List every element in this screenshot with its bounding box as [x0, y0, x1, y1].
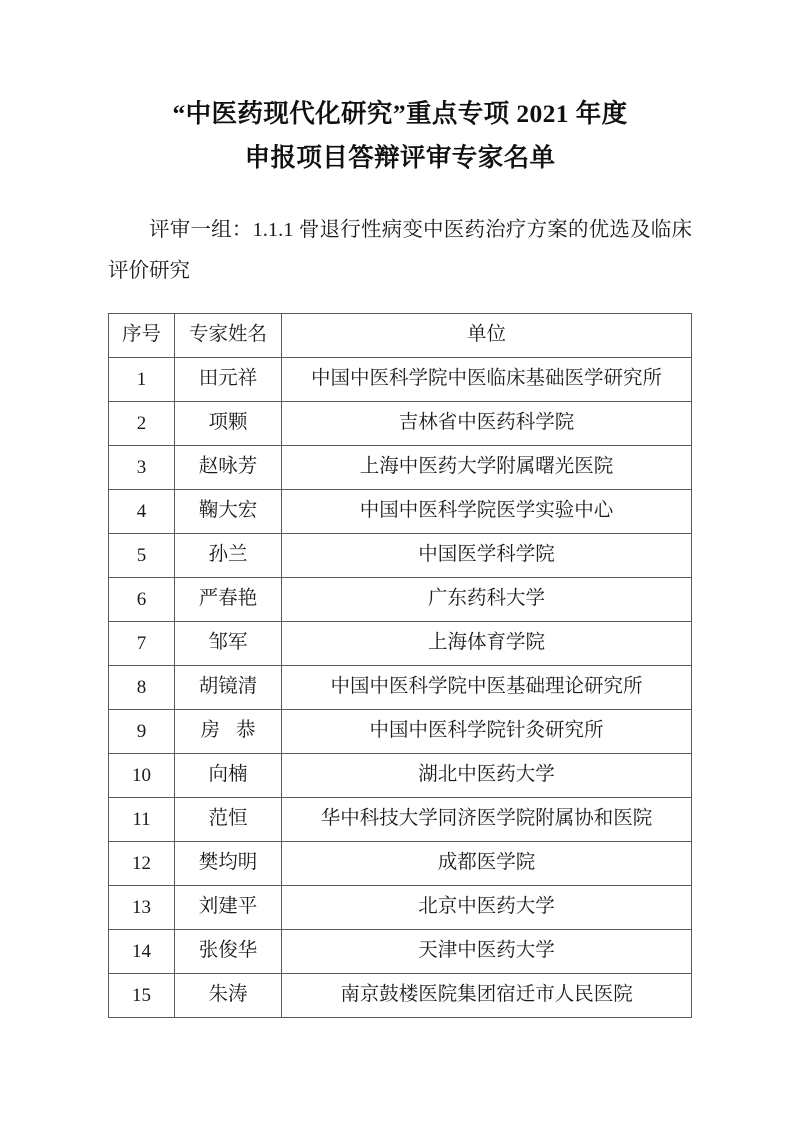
cell-organization: 中国医学科学院 [282, 534, 692, 578]
page-title-line-1: “中医药现代化研究”重点专项 2021 年度 [172, 99, 628, 128]
expert-list-table [108, 313, 692, 1018]
cell-organization: 中国中医科学院针灸研究所 [282, 710, 692, 754]
cell-serial-number: 12 [109, 842, 175, 886]
cell-organization: 上海中医药大学附属曙光医院 [282, 446, 692, 490]
column-header-no: 序号 [109, 314, 175, 358]
table-row [109, 534, 692, 578]
cell-serial-number: 15 [109, 974, 175, 1018]
cell-serial-number: 3 [109, 446, 175, 490]
cell-serial-number: 11 [109, 798, 175, 842]
table-row [109, 754, 692, 798]
cell-expert-name: 向楠 [175, 754, 282, 798]
cell-serial-number: 9 [109, 710, 175, 754]
column-header-org: 单位 [282, 314, 692, 358]
cell-serial-number: 7 [109, 622, 175, 666]
cell-organization: 北京中医药大学 [282, 886, 692, 930]
cell-serial-number: 14 [109, 930, 175, 974]
cell-expert-name: 朱涛 [175, 974, 282, 1018]
cell-organization: 中国中医科学院中医基础理论研究所 [282, 666, 692, 710]
table-row [109, 446, 692, 490]
table-row [109, 798, 692, 842]
cell-organization: 广东药科大学 [282, 578, 692, 622]
cell-serial-number: 2 [109, 402, 175, 446]
cell-organization: 中国中医科学院医学实验中心 [282, 490, 692, 534]
cell-expert-name: 刘建平 [175, 886, 282, 930]
cell-expert-name: 范恒 [175, 798, 282, 842]
cell-serial-number: 4 [109, 490, 175, 534]
cell-organization: 南京鼓楼医院集团宿迁市人民医院 [282, 974, 692, 1018]
cell-expert-name: 田元祥 [175, 358, 282, 402]
table-row [109, 974, 692, 1018]
cell-organization: 湖北中医药大学 [282, 754, 692, 798]
cell-serial-number: 13 [109, 886, 175, 930]
cell-organization: 吉林省中医药科学院 [282, 402, 692, 446]
table-row [109, 842, 692, 886]
cell-expert-name: 严春艳 [175, 578, 282, 622]
cell-expert-name: 樊均明 [175, 842, 282, 886]
table-row [109, 710, 692, 754]
page-title [0, 0, 800, 180]
table-row [109, 930, 692, 974]
cell-serial-number: 5 [109, 534, 175, 578]
cell-organization: 华中科技大学同济医学院附属协和医院 [282, 798, 692, 842]
cell-expert-name: 孙兰 [175, 534, 282, 578]
page-title-line-2: 申报项目答辩评审专家名单 [244, 143, 556, 172]
cell-serial-number: 8 [109, 666, 175, 710]
cell-organization: 上海体育学院 [282, 622, 692, 666]
table-row [109, 490, 692, 534]
table-row [109, 622, 692, 666]
cell-expert-name: 项颗 [175, 402, 282, 446]
expert-table-container [0, 292, 800, 1018]
cell-organization: 天津中医药大学 [282, 930, 692, 974]
column-header-name: 专家姓名 [175, 314, 282, 358]
cell-serial-number: 1 [109, 358, 175, 402]
cell-expert-name: 鞠大宏 [175, 490, 282, 534]
cell-serial-number: 10 [109, 754, 175, 798]
review-group-heading: 评审一组：1.1.1 骨退行性病变中医药治疗方案的优选及临床评价研究 [108, 219, 692, 282]
cell-expert-name: 邹军 [175, 622, 282, 666]
cell-expert-name: 赵咏芳 [175, 446, 282, 490]
cell-expert-name: 张俊华 [175, 930, 282, 974]
table-row [109, 578, 692, 622]
table-row [109, 402, 692, 446]
table-row [109, 886, 692, 930]
table-header-row [109, 314, 692, 358]
table-body [109, 358, 692, 1018]
table-row [109, 358, 692, 402]
cell-organization: 成都医学院 [282, 842, 692, 886]
cell-expert-name: 胡镜清 [175, 666, 282, 710]
cell-expert-name: 房恭 [175, 710, 282, 754]
cell-organization: 中国中医科学院中医临床基础医学研究所 [282, 358, 692, 402]
table-row [109, 666, 692, 710]
cell-serial-number: 6 [109, 578, 175, 622]
table-header [109, 314, 692, 358]
